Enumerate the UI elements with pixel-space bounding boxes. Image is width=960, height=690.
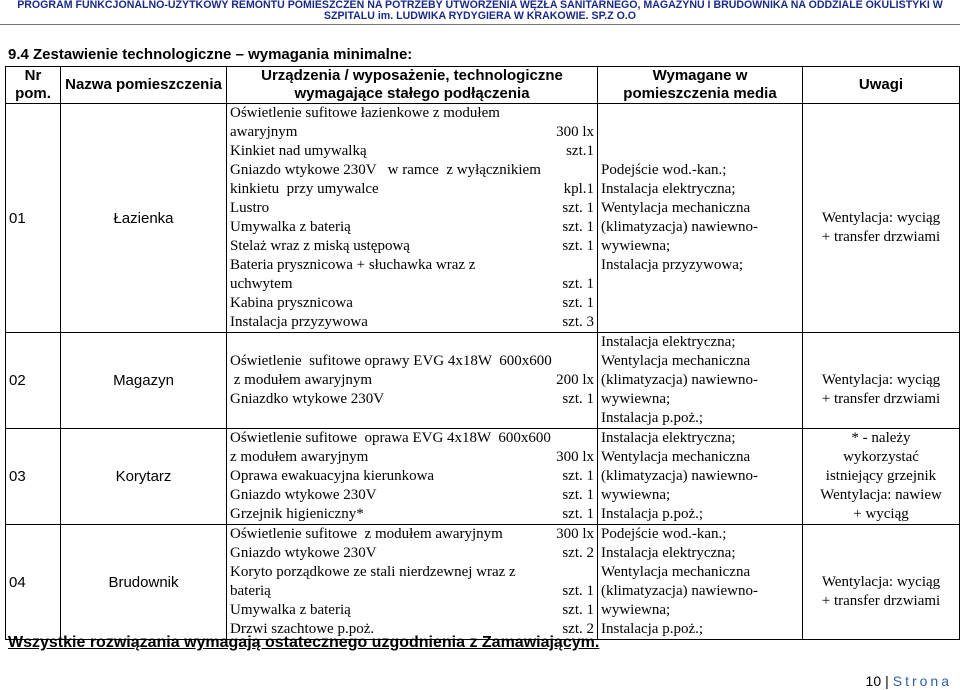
requirement-line: Instalacja p.poż.; <box>601 621 704 637</box>
requirement-line: Instalacja elektryczna; <box>601 545 736 561</box>
section-title: 9.4 Zestawienie technologiczne – wymagania minimalne: <box>8 46 413 63</box>
requirement-line: (klimatyzacja) nawiewno- <box>601 219 759 235</box>
device-line <box>230 123 594 142</box>
page-number <box>866 673 952 689</box>
requirement-line: wywiewna; <box>601 602 671 618</box>
devices-cell <box>227 525 598 640</box>
device-text: baterią <box>230 583 271 599</box>
note-line: Wentylacja: nawiew <box>820 487 942 503</box>
device-quantity: szt. 1 <box>562 583 594 599</box>
device-quantity: szt. 3 <box>562 314 594 330</box>
device-quantity: szt. 1 <box>562 295 594 311</box>
note-line: + transfer drzwiami <box>821 228 941 245</box>
device-quantity: szt. 1 <box>562 200 594 216</box>
notes-cell <box>803 525 960 640</box>
device-quantity: 300 lx <box>556 526 594 542</box>
device-quantity: szt. 1 <box>562 238 594 254</box>
device-line <box>230 390 594 409</box>
device-line <box>230 582 594 601</box>
device-text: Stelaż wraz z miską ustępową <box>230 238 410 254</box>
device-text: Kabina prysznicowa <box>230 295 353 311</box>
device-quantity: 300 lx <box>556 124 594 140</box>
device-text: Gniazdo wtykowe 230V <box>230 487 377 503</box>
device-line <box>230 237 594 256</box>
room-number: 02 <box>6 333 61 429</box>
device-text: Gniazdo wtykowe 230V <box>230 545 377 561</box>
device-quantity: szt. 2 <box>562 621 594 637</box>
requirement-line: Wentylacja mechaniczna <box>601 353 751 369</box>
note-line: Wentylacja: wyciąg <box>821 209 941 226</box>
requirement-line: Podejście wod.-kan.; <box>601 526 727 542</box>
requirement-line: Instalacja p.poż.; <box>601 410 704 426</box>
device-text: Oświetlenie sufitowe oprawy EVG 4x18W 600x600 <box>230 353 552 369</box>
page-separator: | <box>885 673 889 689</box>
requirement-line: wywiewna; <box>601 487 671 503</box>
device-line <box>230 218 594 237</box>
device-quantity: szt.1 <box>566 143 594 159</box>
device-line <box>230 505 594 524</box>
requirement-line: Podejście wod.-kan.; <box>601 162 727 178</box>
note-line: * - należy <box>851 430 911 446</box>
notes-cell <box>803 333 960 429</box>
requirement-line: Wentylacja mechaniczna <box>601 200 751 216</box>
device-line <box>230 352 594 371</box>
note-line: istniejący grzejnik <box>825 468 937 484</box>
device-text: Oświetlenie sufitowe łazienkowe z modułem <box>230 105 500 121</box>
device-quantity: 300 lx <box>556 449 594 465</box>
device-quantity: 200 lx <box>556 372 594 388</box>
device-quantity: szt. 1 <box>562 602 594 618</box>
device-text: Oprawa ewakuacyjna kierunkowa <box>230 468 435 484</box>
requirements-cell <box>598 429 803 525</box>
device-text: uchwytem <box>230 276 293 292</box>
device-line <box>230 313 594 332</box>
table-row <box>6 104 960 333</box>
header-nr: Nr pom. <box>6 67 61 104</box>
device-text: Kinkiet nad umywalką <box>230 143 367 159</box>
device-text: Koryto porządkowe ze stali nierdzewnej wraz z <box>230 564 516 580</box>
device-text: Grzejnik higieniczny* <box>230 506 364 522</box>
requirements-cell <box>598 104 803 333</box>
header-line-2: SZPITALU im. LUDWIKA RYDYGIERA W KRAKOWIE. SP.Z O.O <box>323 10 637 22</box>
requirement-line: Instalacja elektryczna; <box>601 430 736 446</box>
header-notes: Uwagi <box>803 67 960 104</box>
header-line-1: PROGRAM FUNKCJONALNO-UŻYTKOWY REMONTU POMIESZCZEŃ NA POTRZEBY UTWORZENIA WĘZŁA SANITARNEGO, MAGAZYNU I BRUDOWNIKA NA ODDZIALE OKULISTYKI W <box>17 0 943 11</box>
header-name: Nazwa pomieszczenia <box>61 67 227 104</box>
room-number: 04 <box>6 525 61 640</box>
device-text: Oświetlenie sufitowe oprawa EVG 4x18W 600x600 <box>230 430 551 446</box>
room-name: Korytarz <box>61 429 227 525</box>
note-line <box>806 352 956 371</box>
requirement-line: wywiewna; <box>601 391 671 407</box>
device-line <box>230 601 594 620</box>
device-line <box>230 467 594 486</box>
notes-cell <box>803 104 960 333</box>
requirement-line: Wentylacja mechaniczna <box>601 449 751 465</box>
room-number: 03 <box>6 429 61 525</box>
requirement-line: Instalacja przyzywowa; <box>601 257 744 273</box>
note-line <box>806 190 956 209</box>
note-line: wykorzystać <box>843 449 919 465</box>
device-line <box>230 486 594 505</box>
devices-cell <box>227 104 598 333</box>
table-row <box>6 333 960 429</box>
room-name: Łazienka <box>61 104 227 333</box>
device-text: Oświetlenie sufitowe z modułem awaryjnym <box>230 526 503 542</box>
device-line <box>230 180 594 199</box>
header-devices: Urządzenia / wyposażenie, technologiczne wymagające stałego podłączenia <box>227 67 598 104</box>
device-text: Instalacja przyzywowa <box>230 314 368 330</box>
requirement-line: (klimatyzacja) nawiewno- <box>601 583 759 599</box>
device-line <box>230 199 594 218</box>
notes-cell <box>803 429 960 525</box>
device-line <box>230 104 594 123</box>
device-quantity: kpl.1 <box>563 181 594 197</box>
device-text: z modułem awaryjnym <box>230 449 369 465</box>
document-header <box>0 0 960 23</box>
table-header-row <box>6 67 960 104</box>
device-text: z modułem awaryjnym <box>230 372 373 388</box>
device-line <box>230 294 594 313</box>
device-quantity: szt. 1 <box>562 468 594 484</box>
header-requirements: Wymagane w pomieszczenia media <box>598 67 803 104</box>
footer-note: Wszystkie rozwiązania wymagają ostatecznego uzgodnienia z Zamawiającym. <box>8 634 600 651</box>
requirement-line: (klimatyzacja) nawiewno- <box>601 372 759 388</box>
device-line <box>230 544 594 563</box>
device-line <box>230 161 594 180</box>
requirement-line: Instalacja elektryczna; <box>601 334 736 350</box>
device-line <box>230 448 594 467</box>
device-line <box>230 142 594 161</box>
note-line: + transfer drzwiami <box>821 391 941 407</box>
note-line <box>806 554 956 573</box>
device-text: Bateria prysznicowa + słuchawka wraz z <box>230 257 476 273</box>
device-text: kinkietu przy umywalce <box>230 181 379 197</box>
device-quantity: szt. 1 <box>562 506 594 522</box>
requirement-line: Wentylacja mechaniczna <box>601 564 751 580</box>
device-quantity: szt. 1 <box>562 219 594 235</box>
table-row <box>6 525 960 640</box>
room-name: Brudownik <box>61 525 227 640</box>
requirement-line: wywiewna; <box>601 238 671 254</box>
table-row <box>6 429 960 525</box>
device-line <box>230 371 594 390</box>
requirements-cell <box>598 525 803 640</box>
page-label: Strona <box>892 673 952 689</box>
requirement-line: Instalacja p.poż.; <box>601 506 704 522</box>
device-line <box>230 256 594 275</box>
device-text: Umywalka z baterią <box>230 602 351 618</box>
page-number-value: 10 <box>865 673 882 689</box>
device-line <box>230 563 594 582</box>
note-line: Wentylacja: wyciąg <box>821 372 941 388</box>
requirement-line: Instalacja elektryczna; <box>601 181 736 197</box>
device-text: Lustro <box>230 200 270 216</box>
header-divider <box>0 24 960 25</box>
device-quantity: szt. 1 <box>562 487 594 503</box>
note-line: + wyciąg <box>853 506 909 522</box>
requirements-cell <box>598 333 803 429</box>
device-quantity: szt. 2 <box>562 545 594 561</box>
technology-table <box>5 66 960 640</box>
note-line: Wentylacja: wyciąg <box>821 573 941 590</box>
device-line <box>230 429 594 448</box>
note-line: + transfer drzwiami <box>821 592 941 609</box>
device-quantity: szt. 1 <box>562 391 594 407</box>
room-name: Magazyn <box>61 333 227 429</box>
room-number: 01 <box>6 104 61 333</box>
device-quantity: szt. 1 <box>562 276 594 292</box>
device-text: Umywalka z baterią <box>230 219 351 235</box>
device-text: Drzwi szachtowe p.poż. <box>230 621 375 637</box>
device-line <box>230 275 594 294</box>
device-text: awaryjnym <box>230 124 298 140</box>
device-line <box>230 525 594 544</box>
requirement-line: (klimatyzacja) nawiewno- <box>601 468 759 484</box>
device-text: Gniazdo wtykowe 230V w ramce z wyłącznikiem <box>230 162 541 178</box>
device-text: Gniazdko wtykowe 230V <box>230 391 385 407</box>
devices-cell <box>227 333 598 429</box>
devices-cell <box>227 429 598 525</box>
